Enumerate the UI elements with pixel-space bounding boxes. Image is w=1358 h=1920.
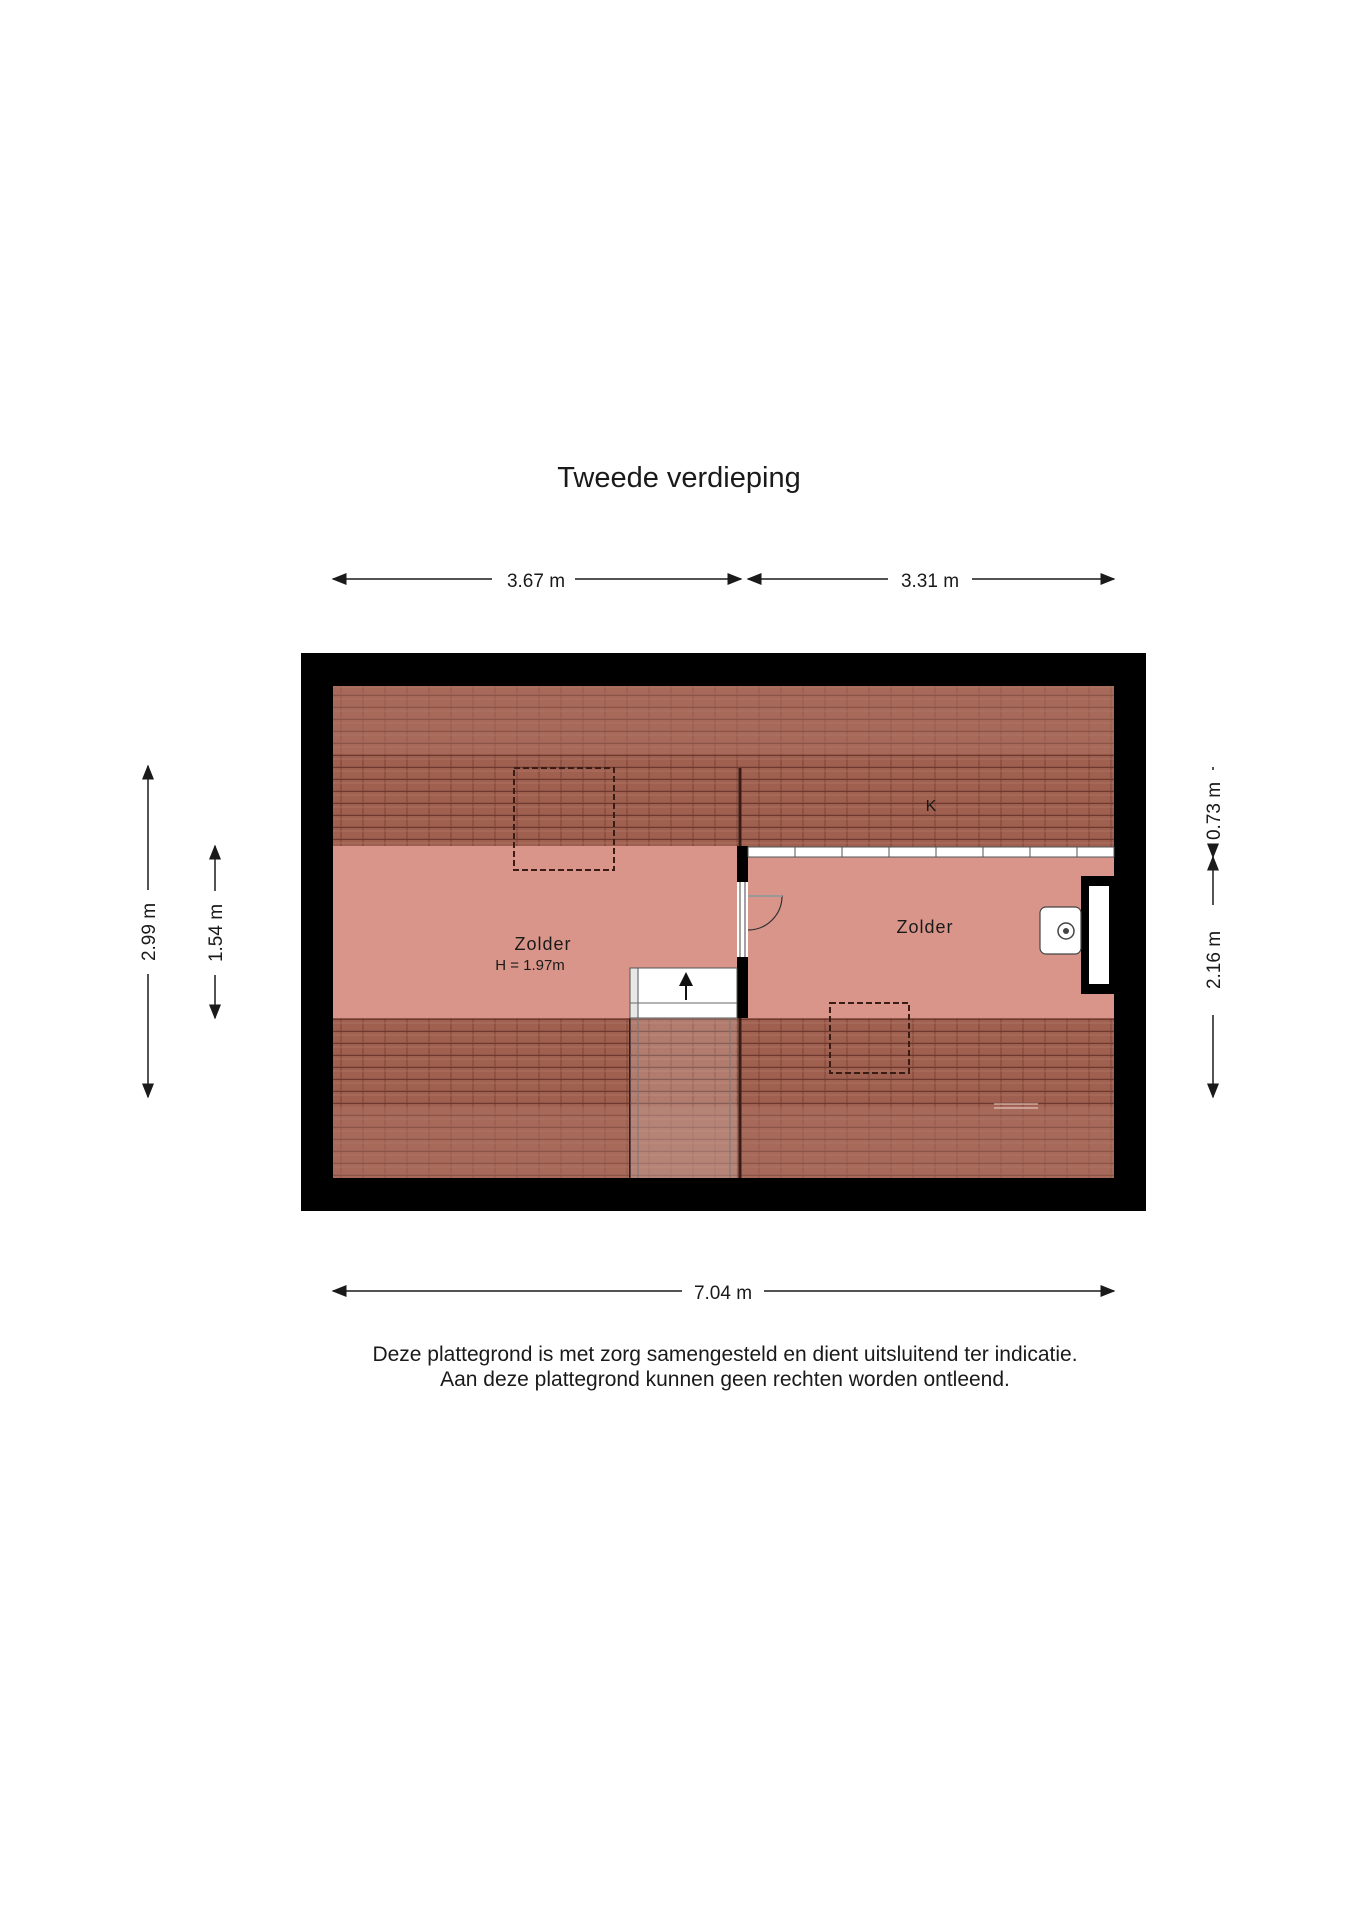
dimension-top-right [748, 571, 1114, 592]
door-opening [737, 882, 748, 957]
roof-ridge-band [333, 686, 1114, 754]
room-height-left: H = 1.97m [495, 957, 565, 974]
disclaimer-line-1: Deze plattegrond is met zorg samengesteld en dient uitsluitend ter indicatie. [372, 1343, 1078, 1366]
dimension-label: 2.99 m [139, 902, 160, 962]
dimension-right-upper [1204, 767, 1225, 857]
stair [630, 968, 737, 1178]
dimension-label: 7.04 m [693, 1283, 753, 1304]
dimension-label: 3.31 m [900, 571, 960, 592]
dimension-right-lower [1204, 857, 1225, 1097]
dimension-label: 3.67 m [506, 571, 566, 592]
knee-wall-marker: K [925, 798, 937, 815]
room-name-right: Zolder [896, 917, 954, 937]
disclaimer-line-2: Aan deze plattegrond kunnen geen rechten worden ontleend. [440, 1368, 1010, 1391]
knee-wall-railing [748, 847, 1114, 857]
boiler-icon [1040, 907, 1081, 954]
dimension-left-outer [139, 766, 160, 1097]
dimension-bottom [333, 1283, 1114, 1304]
dimension-top-left [333, 571, 741, 592]
disclaimer [0, 1342, 1358, 1392]
dimension-label: 0.73 m [1204, 781, 1225, 841]
dimension-left-inner [206, 846, 227, 1018]
dimension-label: 2.16 m [1204, 930, 1225, 990]
dimension-label: 1.54 m [206, 903, 227, 963]
room-name-left: Zolder [514, 934, 572, 954]
floor-title: Tweede verdieping [557, 462, 801, 494]
